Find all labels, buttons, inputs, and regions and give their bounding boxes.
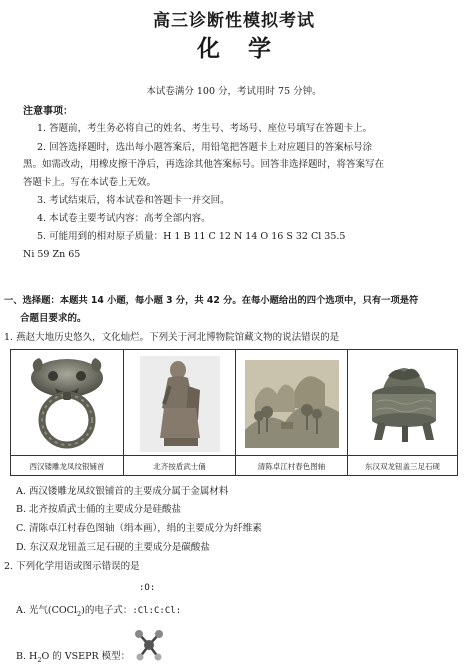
artifact-caption: 东汉双龙钮盖三足石砚 (365, 462, 440, 471)
artifact-cell-silver-knocker (11, 350, 123, 475)
vsepr-model-icon (135, 628, 163, 662)
artifact-caption: 北齐按盾武士俑 (153, 462, 206, 471)
landscape-scroll-image (245, 360, 339, 448)
q2-option-b-subscript: 2 (37, 655, 42, 664)
q2-option-b-suffix: O 的 VSEPR 模型： (41, 651, 131, 662)
question-1-stem: 1. 燕赵大地历史悠久，文化灿烂。下列关于河北博物院馆藏文物的说法错误的是 (4, 332, 340, 343)
q2-option-a (16, 602, 181, 618)
section-heading-cont: 合题目要求的。 (20, 313, 87, 324)
exam-info: 本试卷满分 100 分，考试用时 75 分钟。 (146, 86, 322, 97)
q2-option-b (16, 648, 130, 664)
artifact-caption: 清陈卓江村春色图轴 (257, 462, 326, 471)
note-line: 2. 回答选择题时，选出每小题答案后，用铅笔把答题卡上对应题目的答案标号涂 (37, 142, 373, 153)
q1-option-d: D. 东汉双龙钮盖三足石砚的主要成分是碳酸盐 (16, 542, 210, 553)
note-line: 4. 本试卷主要考试内容：高考全部内容。 (37, 213, 211, 224)
artifact-cell-warrior-figurine (123, 350, 235, 475)
note-line: 1. 答题前，考生务必将自己的姓名、考生号、考场号、座位号填写在答题卡上。 (37, 123, 373, 134)
subject-title: 化学 (197, 36, 299, 62)
q2-option-a-subscript: 2 (76, 609, 82, 618)
question-2-stem: 2. 下列化学用语或图示错误的是 (4, 561, 140, 572)
silver-knocker-image (25, 356, 109, 452)
exam-title: 高三诊断性模拟考试 (153, 11, 315, 31)
section-heading: 一、选择题：本题共 14 小题，每小题 3 分，共 42 分。在每小题给出的四个选项中，只有一项是符 (4, 295, 419, 306)
lewis-structure-top: :O: (139, 583, 156, 593)
q2-option-a-suffix: )的电子式： (81, 605, 133, 616)
artifact-caption: 西汉镂雕龙凤纹银铺首 (29, 462, 105, 471)
q2-option-a-prefix: A. 光气(COCl (16, 605, 77, 616)
note-line: 黑。如需改动，用橡皮擦干净后，再选涂其他答案标号。回答非选择题时，将答案写在 (23, 159, 385, 170)
notes-heading: 注意事项： (23, 106, 73, 117)
stone-inkstone-image (360, 358, 448, 450)
artifact-cell-stone-inkstone (347, 350, 457, 475)
note-line: 答题卡上。写在本试卷上无效。 (23, 177, 157, 188)
q1-option-b: B. 北齐按盾武士俑的主要成分是硅酸盐 (16, 504, 182, 515)
q1-option-a: A. 西汉镂雕龙凤纹银铺首的主要成分属于金属材料 (16, 486, 229, 497)
q2-option-b-prefix: B. H (16, 651, 38, 662)
note-line: 3. 考试结束后，将本试卷和答题卡一并交回。 (37, 195, 230, 206)
artifact-cell-landscape-scroll (235, 350, 347, 475)
q1-option-c: C. 清陈卓江村春色图轴（绢本画），绢的主要成分为纤维素 (16, 523, 262, 534)
artifact-figure-table (10, 349, 458, 476)
lewis-structure-middle: :Cl:C:Cl: (132, 606, 182, 616)
note-line: 5. 可能用到的相对原子质量：H 1 B 11 C 12 N 14 O 16 S 32 Cl 35.5 (37, 231, 346, 242)
note-line: Ni 59 Zn 65 (23, 249, 81, 260)
warrior-figurine-image (140, 356, 220, 452)
